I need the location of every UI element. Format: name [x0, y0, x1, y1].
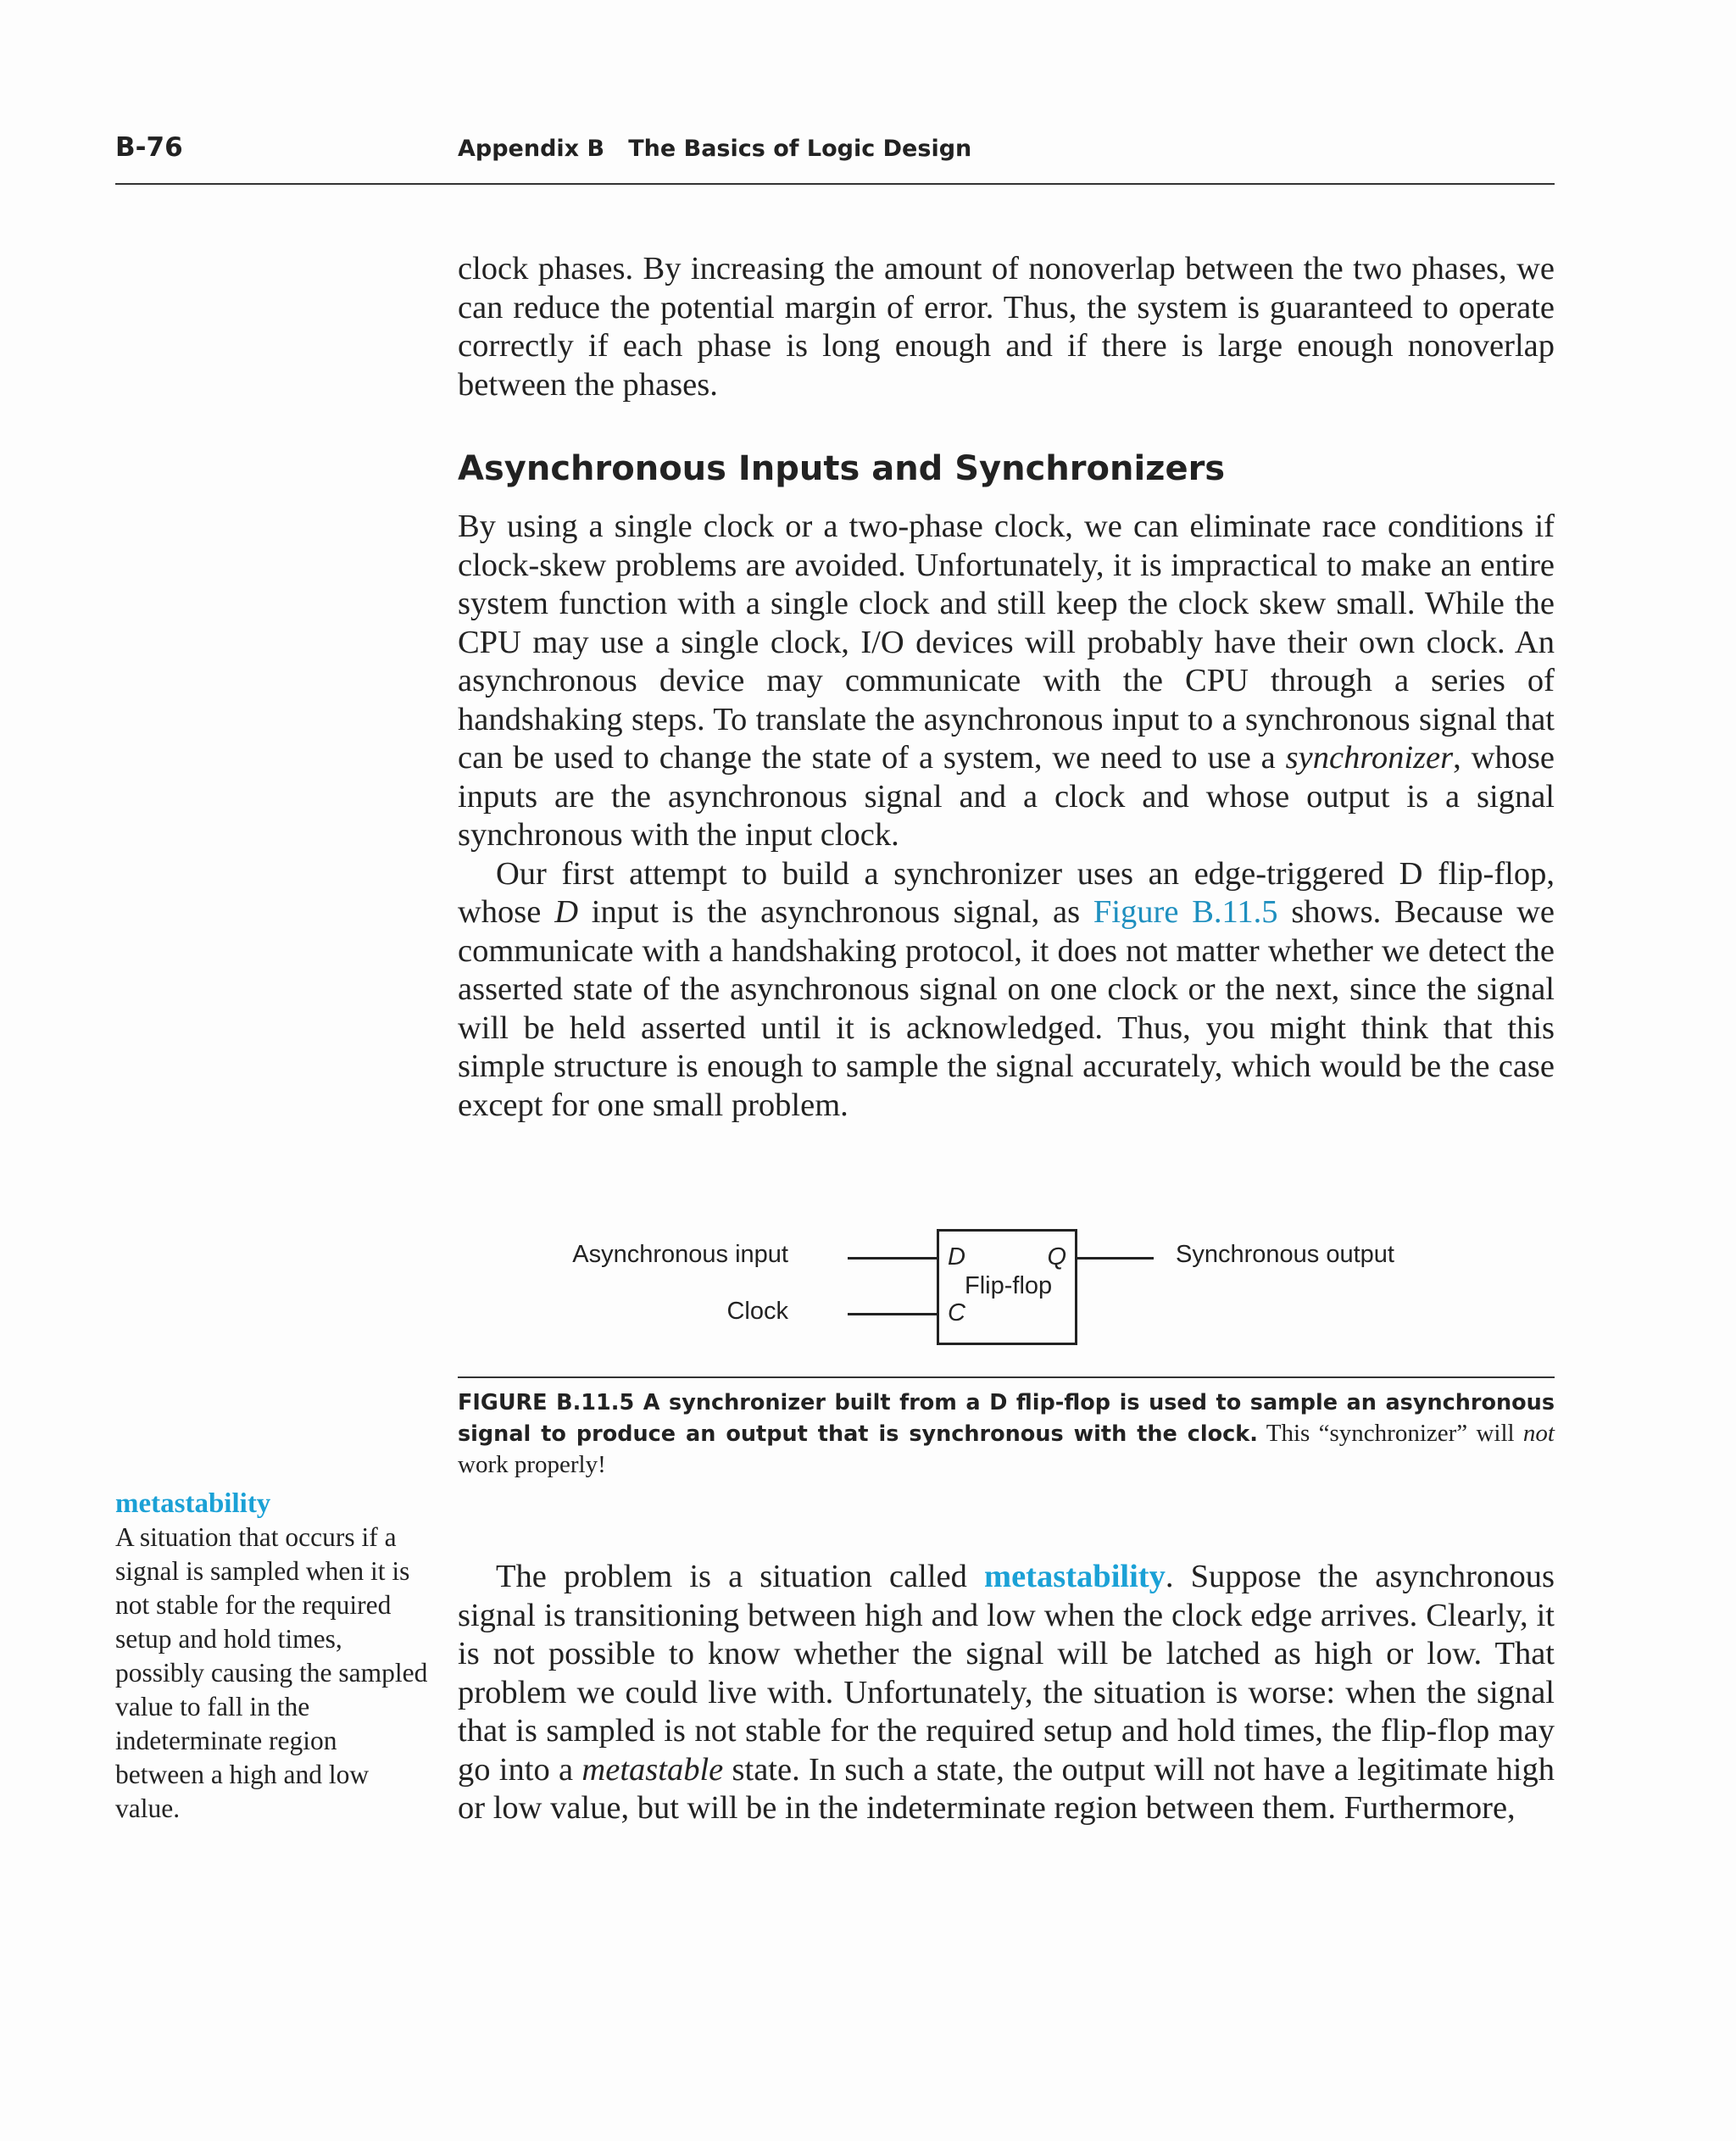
figure-link[interactable]: Figure B.11.5 — [1093, 894, 1278, 930]
flip-flop-box — [937, 1229, 1077, 1345]
caption-rule — [458, 1376, 1555, 1378]
clock-label: Clock — [726, 1298, 788, 1325]
input-wire — [848, 1257, 937, 1260]
clock-wire — [848, 1313, 937, 1315]
term-metastability: metastability — [984, 1559, 1166, 1594]
caption-title: FIGURE B.11.5 A synchronizer built from a D flip-flop is used to sample an asynchronous signal to produce an output that is synchronous with the clock. — [458, 1390, 1555, 1447]
margin-term: metastability — [115, 1488, 271, 1519]
q-pin-label: Q — [1047, 1243, 1066, 1271]
d-pin-label: D — [948, 1243, 965, 1271]
intro-paragraph-block — [458, 250, 1555, 404]
intro-paragraph: clock phases. By increasing the amount of nonoverlap between the two phases, we can reduce the potential margin of error. Thus, the system is guaranteed to operate correctly if each phase is long enough and if there is large enough nonoverlap between the phases. — [458, 251, 1555, 403]
paragraph-2: Our first attempt to build a synchronizer uses an edge-triggered D flip-flop, whose D input is the asynchronous signal, as Figure B.11.5 shows. Because we communicate with a handshaking protocol, it does not matter whether we detect the asserted state of the asynchronous signal on one clock or the next, since the signal will be held asserted until it is acknowledged. Thus, you might think that this simple structure is enough to sample the signal accurately, which would be the case except for one small problem. — [458, 855, 1555, 1123]
term-synchronizer: synchronizer — [1285, 740, 1454, 776]
c-pin-label: C — [948, 1299, 965, 1326]
running-head: Appendix B The Basics of Logic Design — [458, 136, 972, 162]
page-header — [115, 125, 1555, 185]
figure-synchronizer-diagram — [458, 1212, 1555, 1356]
flip-flop-label: Flip-flop — [965, 1272, 1053, 1299]
margin-definition — [115, 1487, 429, 1826]
paragraph-1: By using a single clock or a two-phase clock, we can eliminate race conditions if clock-skew problems are avoided. Unfortunately, it is impractical to make an entire system function with a single clock and still keep the clock skew small. While the CPU may use a single clock, I/O devices will probably have their own clock. An asynchronous device may communicate with the CPU through a series of handshaking steps. To translate the asynchronous input to a synchronous signal that can be used to change the state of a system, we need to use a synchronizer, whose inputs are the asynchronous signal and a clock and whose output is a signal synchronous with the input clock. — [458, 509, 1555, 853]
output-wire — [1077, 1257, 1154, 1260]
paragraph-3: The problem is a situation called metastability. Suppose the asynchronous signal is transitioning between high and low when the clock edge arrives. Clearly, it is not possible to know whether the signal will be latched as high or low. That problem we could live with. Unfortunately, the situation is worse: when the signal that is sampled is not stable for the required setup and hold times, the flip-flop may go into a metastable state. In such a state, the output will not have a legitimate high or low value, but will be in the indeterminate region between them. Furthermore, — [458, 1559, 1555, 1826]
section-body — [458, 508, 1555, 1125]
paragraph-3-block — [458, 1558, 1555, 1828]
page-number: B-76 — [115, 132, 183, 163]
figure-caption: FIGURE B.11.5 A synchronizer built from a D flip-flop is used to sample an asynchronous signal to produce an output that is synchronous with the clock. This “synchronizer” will not work properly! — [458, 1390, 1555, 1478]
output-label: Synchronous output — [1176, 1241, 1394, 1268]
margin-definition-text: A situation that occurs if a signal is sampled when it is not stable for the required setup and hold times, possibly causing the sampled value to fall in the indeterminate region between a high and low value. — [115, 1522, 428, 1823]
section-heading: Asynchronous Inputs and Synchronizers — [458, 449, 1226, 488]
input-label: Asynchronous input — [572, 1241, 788, 1268]
